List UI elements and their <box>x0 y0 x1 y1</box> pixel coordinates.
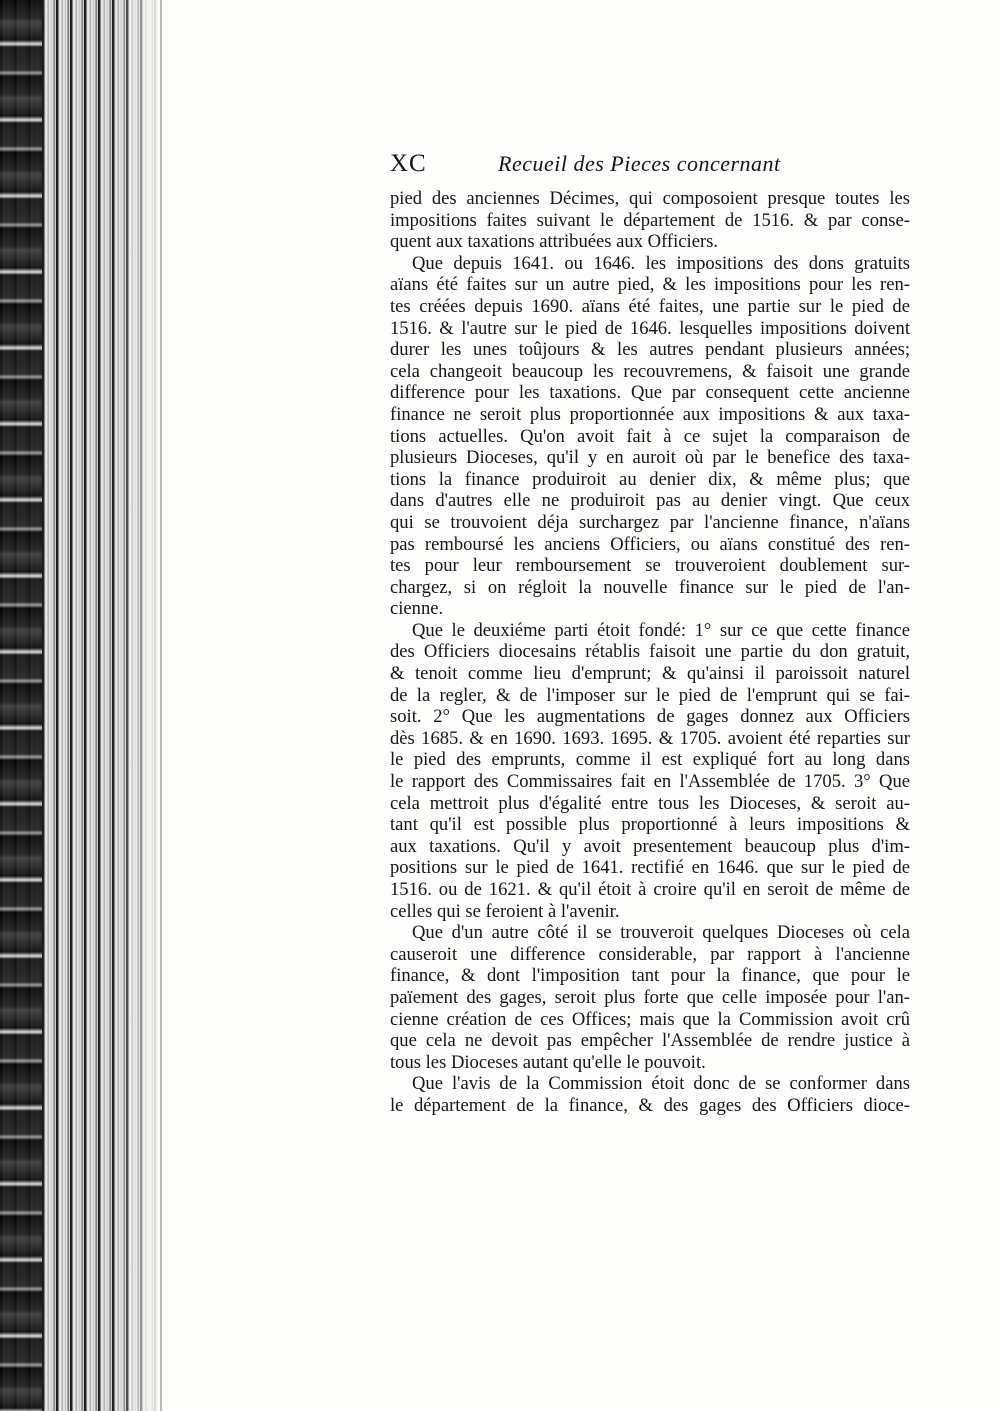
text-line: tous les Dioceses autant qu'elle le pouvoit. <box>390 1051 706 1073</box>
text-line: le département de la finance, & des gages des Officiers dioce- <box>390 1094 910 1116</box>
text-line: positions sur le pied de 1641. rectifié en 1646. que sur le pied de <box>390 857 910 879</box>
text-line: le pied des emprunts, comme il est expliqué fort au long dans <box>390 749 910 771</box>
text-line: chargez, si on régloit la nouvelle finance sur le pied de l'an- <box>390 576 910 598</box>
text-line: tes créées depuis 1690. aïans été faites, une partie sur le pied de <box>390 295 910 317</box>
text-line: plusieurs Dioceses, qu'il y en auroit où par le benefice des taxa- <box>390 447 910 469</box>
text-line: cienne. <box>390 598 444 620</box>
text-line: soit. 2° Que les augmentations de gages donnez aux Officiers <box>390 706 910 728</box>
text-line: tions la finance produiroit au denier dix, & même plus; que <box>390 468 910 490</box>
text-line: 1516. & l'autre sur le pied de 1646. lesquelles impositions doivent <box>390 317 910 339</box>
text-line: de la regler, & de l'imposer sur le pied de l'emprunt qui se fai- <box>390 684 910 706</box>
text-line: cela changeoit beaucoup les recouvremens, & faisoit une grande <box>390 360 910 382</box>
text-line: quent aux taxations attribuées aux Officiers. <box>390 231 719 253</box>
text-line: Que l'avis de la Commission étoit donc de se conformer dans <box>412 1073 910 1095</box>
text-line: impositions faites suivant le département de 1516. & par conse- <box>390 209 910 231</box>
text-line: qui se trouvoient déja surchargez par l'ancienne finance, n'aïans <box>390 511 910 533</box>
text-line: païement des gages, seroit plus forte que celle imposée pour l'an- <box>390 986 910 1008</box>
text-line: Que depuis 1641. ou 1646. les impositions des dons gratuits <box>412 252 910 274</box>
running-title: Recueil des Pieces concernant <box>498 151 781 176</box>
text-line: cienne création de ces Offices; mais que la Commission avoit crû <box>390 1008 910 1030</box>
text-line: celles qui se feroient à l'avenir. <box>390 900 620 922</box>
text-line: tes pour leur remboursement se trouveroient doublement sur- <box>390 555 910 577</box>
text-line: finance, & dont l'imposition tant pour la finance, que pour le <box>390 965 910 987</box>
text-line: aux taxations. Qu'il y avoit presentement beaucoup plus d'im- <box>390 835 910 857</box>
paragraph-1 <box>390 188 910 253</box>
text-line: cela mettroit plus d'égalité entre tous les Dioceses, & seroit au- <box>390 792 910 814</box>
paragraph-3 <box>390 620 910 922</box>
text-line: finance ne seroit plus proportionnée aux impositions & aux taxa- <box>390 403 910 425</box>
text-line: pas remboursé les anciens Officiers, ou aïans constitué des ren- <box>390 533 910 555</box>
edge-fade <box>118 0 162 1411</box>
page-folio: XC <box>390 150 427 177</box>
paragraph-2 <box>390 253 910 620</box>
text-line: durer les unes toûjours & les autres pendant plusieurs années; <box>390 339 910 361</box>
paragraph-5 <box>390 1073 910 1116</box>
text-line: difference pour les taxations. Que par consequent cette ancienne <box>390 382 910 404</box>
running-head <box>390 150 910 184</box>
text-line: dans d'autres elle ne produiroit pas au denier vingt. Que ceux <box>390 490 910 512</box>
text-line: 1516. ou de 1621. & qu'il étoit à croire qu'il en seroit de même de <box>390 879 910 900</box>
text-block <box>390 150 910 1117</box>
text-line: tions actuelles. Qu'on avoit fait à ce sujet la comparaison de <box>390 425 910 447</box>
text-line: des Officiers diocesains rétablis faisoit une partie du don gratuit, <box>390 641 910 663</box>
text-line: aïans été faites sur un autre pied, & les impositions pour les ren- <box>390 274 910 296</box>
text-line: Que d'un autre côté il se trouveroit quelques Dioceses où cela <box>412 922 910 944</box>
text-line: causeroit une difference considerable, par rapport à l'ancienne <box>390 943 910 965</box>
text-line: le rapport des Commissaires fait en l'Assemblée de 1705. 3° Que <box>390 771 910 793</box>
text-line: tant qu'il est possible plus proportionné à leurs impositions & <box>390 814 910 836</box>
page-edge-shadow <box>0 0 42 1411</box>
text-line: que cela ne devoit pas empêcher l'Assemblée de rendre justice à <box>390 1030 910 1052</box>
page-border-line <box>160 0 162 1411</box>
text-line: pied des anciennes Décimes, qui composoient presque toutes les <box>390 188 910 209</box>
text-line: & tenoit comme lieu d'emprunt; & qu'ainsi il paroissoit naturel <box>390 663 910 685</box>
paragraph-4 <box>390 922 910 1073</box>
text-line: Que le deuxiéme parti étoit fondé: 1° sur ce que cette finance <box>412 619 910 641</box>
text-line: dès 1685. & en 1690. 1693. 1695. & 1705. avoient été reparties sur <box>390 727 910 749</box>
